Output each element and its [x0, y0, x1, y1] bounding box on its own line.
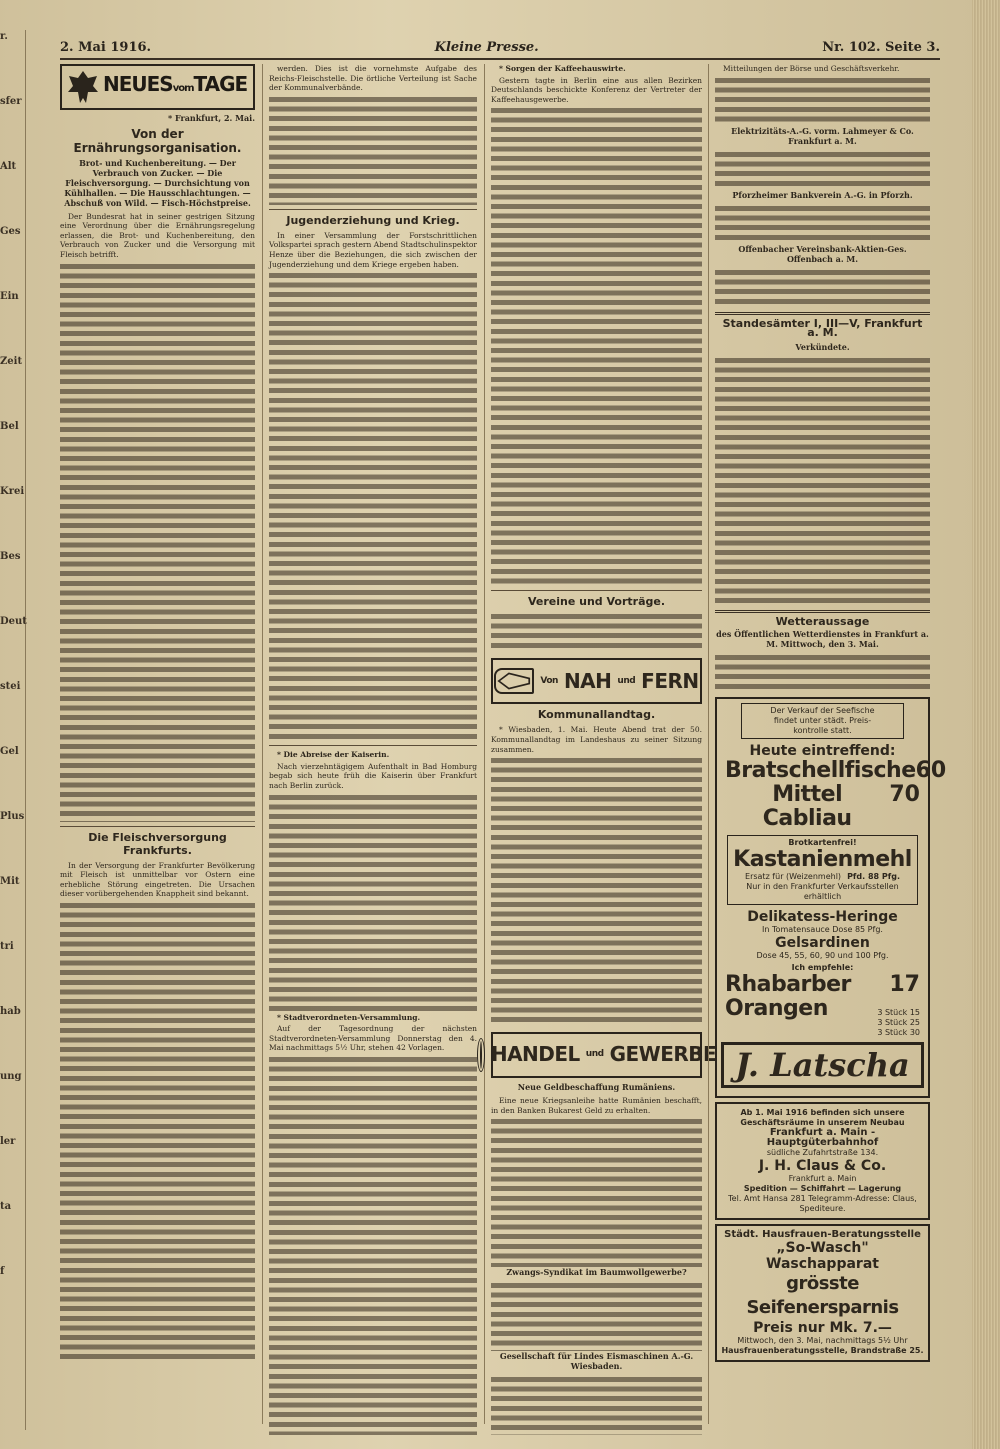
- article-body: [715, 150, 930, 190]
- article-body: [715, 204, 930, 244]
- headline-kaiserin: * Die Abreise der Kaiserin.: [277, 750, 390, 760]
- column-1: [60, 64, 255, 1424]
- headline-geldbeschaffung: Neue Geldbeschaffung Rumäniens.: [517, 1082, 676, 1093]
- weather-sub: des Öffentlichen Wetterdienstes in Frankfurt a. M. Mittwoch, den 3. Mai.: [716, 629, 929, 650]
- article-body: [491, 106, 702, 586]
- article-body: [60, 262, 255, 822]
- claus-advertisement: Ab 1. Mai 1916 befinden sich unsere Geschäftsräume in unserem Neubau Frankfurt a. Main - Hauptgüterbahnhof südliche Zufahrtstraße 134. J. H. Claus & Co. Frankfurt a. Main Spedition — Schiffahrt — Lagerung Tel. Amt Hansa 281 Telegramm-Adresse: Claus, Spediteure.: [715, 1102, 930, 1220]
- headline-jugenderziehung: Jugenderziehung und Krieg.: [286, 213, 460, 227]
- paper-name: Kleine Presse.: [434, 40, 539, 55]
- latscha-advertisement: Der Verkauf der Seefische findet unter städt. Preis- kontrolle statt. Heute eintreffend: Bratschellfische 60 Mittel Cabliau 70 Brotkartenfrei! Kastanienmehl Ersatz für (Weizenmehl) Pfd. 88 Pfg. Nur in den Frankfurter Verkaufsstellen erhältlich Delikatess-Heringe In Tomatensauce Dose 85 Pfg. Gelsardinen Dose 45, 55, 60, 90 und 100 Pfg. Ich empfehle: Rhabarber 17 Orangen 3 Stück 15 3 Stück 25 3 Stück 30 J. Latscha: [715, 697, 930, 1098]
- so-wasch-advertisement: Städt. Hausfrauen-Beratungsstelle „So-Wasch" Waschapparat grösste Seifenersparnis Preis nur Mk. 7.— Mittwoch, den 3. Mai, nachmittags 5½ Uhr Hausfrauenberatungsstelle, Brandstraße 25.: [715, 1224, 930, 1362]
- adjacent-page-fragment: tri: [0, 941, 14, 952]
- article-body: [715, 76, 930, 126]
- article-body: [60, 901, 255, 1361]
- adjacent-page-fragment: Mit: [0, 876, 20, 887]
- headline-pforzheim: Pforzheimer Bankverein A.-G. in Pforzh.: [732, 189, 913, 200]
- headline-offenbach: Offenbacher Vereinsbank-Aktien-Ges. Offenbach a. M.: [738, 243, 907, 264]
- article-body: [491, 1281, 702, 1351]
- adjacent-page-fragment: Krei: [0, 486, 25, 497]
- adjacent-page-fragment: Zeit: [0, 356, 23, 367]
- adjacent-page-fragment: Gel: [0, 746, 19, 757]
- headline-kommunallandtag: Kommunallandtag.: [537, 708, 656, 722]
- article-text: Gestern tagte in Berlin eine aus allen Bezirken Deutschlands beschickte Konferenz der Vertreter der Kaffeehausgewerbe.: [491, 75, 702, 104]
- dateline: * Frankfurt, 2. Mai.: [167, 113, 255, 123]
- gear-icon: [477, 1038, 485, 1072]
- adjacent-page-strip: [0, 30, 26, 1430]
- running-head: [60, 40, 940, 60]
- issue-number: Nr. 102. Seite 3.: [822, 40, 940, 55]
- article-body: [491, 1117, 702, 1267]
- headline-fleischversorgung: Die Fleischversorgung Frankfurts.: [88, 830, 227, 857]
- column-2: [262, 64, 477, 1424]
- headline-wetteraussage: Wetteraussage: [775, 614, 870, 628]
- adjacent-page-fragment: Ein: [0, 291, 19, 302]
- headline-lahmeyer: Elektrizitäts-A.-G. vorm. Lahmeyer & Co. Frankfurt a. M.: [731, 125, 914, 146]
- headline-ernaehrung: Von der Ernährungsorganisation.: [73, 126, 242, 155]
- adjacent-page-fragment: Bes: [0, 551, 21, 562]
- article-text: werden. Dies ist die vornehmste Aufgabe des Reichs-Fleischstelle. Die örtliche Verteilung ist Sache der Kommunalverbände.: [269, 64, 477, 93]
- article-body: [491, 1375, 702, 1435]
- handel-und-gewerbe-banner: HANDEL und GEWERBE: [491, 1032, 702, 1078]
- article-text: Mitteilungen der Börse und Geschäftsverkehr.: [723, 64, 900, 73]
- adjacent-page-fragment: Deut: [0, 616, 27, 627]
- adjacent-page-fragment: Plus: [0, 811, 25, 822]
- article-text: * Wiesbaden, 1. Mai. Heute Abend trat der 50. Kommunallandtag im Landeshaus zu seiner Sitzung zusammen.: [491, 725, 702, 754]
- headline-standesaemter: Standesämter I, III—V, Frankfurt a. M.: [722, 316, 923, 340]
- adjacent-page-fragment: ta: [0, 1201, 12, 1212]
- ad-item-cabliau: Mittel Cabliau 70: [762, 782, 920, 832]
- article-body: [491, 756, 702, 1026]
- eagle-icon: [66, 68, 100, 106]
- neues-vom-tage-masthead: [60, 64, 255, 110]
- adjacent-page-fragment: ler: [0, 1136, 16, 1147]
- article-text: Der Bundesrat hat in seiner gestrigen Sitzung eine Verordnung über die Ernährungsregelung erlassen, die Brot- und Kuchenbereitung, den Verbrauch von Zucker und die Versorgung mit Fleisch betrifft.: [60, 211, 255, 259]
- article-body: [715, 268, 930, 308]
- registry-list: [715, 356, 930, 606]
- weather-text: [715, 653, 930, 693]
- ad-headline: Heute eintreffend:: [749, 743, 896, 760]
- article-text: Eine neue Kriegsanleihe hatte Rumänien beschafft, in den Banken Bukarest Geld zu erhalten.: [491, 1096, 702, 1115]
- article-text: Auf der Tagesordnung der nächsten Stadtverordneten-Versammlung Donnerstag den 4. Mai nachmittags 5½ Uhr, stehen 42 Vorlagen.: [269, 1024, 477, 1053]
- latscha-logo: J. Latscha: [721, 1042, 924, 1088]
- adjacent-page-fragment: stei: [0, 681, 21, 692]
- adjacent-page-fragment: ung: [0, 1071, 22, 1082]
- column-3: [484, 64, 717, 1424]
- masthead-title: NEUESvomTAGE: [103, 72, 248, 97]
- ad-item-bratschellfische: Bratschellfische 60: [725, 758, 947, 784]
- adjacent-page-fragment: f: [0, 1266, 5, 1277]
- page-stack-edge: [972, 0, 1000, 1449]
- pointing-hand-icon: [494, 668, 534, 694]
- issue-date: 2. Mai 1916.: [60, 40, 152, 55]
- adjacent-page-fragment: Alt: [0, 161, 17, 172]
- adjacent-page-fragment: Ges: [0, 226, 21, 237]
- adjacent-page-fragment: sfer: [0, 96, 22, 107]
- adjacent-page-fragment: Bel: [0, 421, 19, 432]
- article-text: In der Versorgung der Frankfurter Bevölkerung mit Fleisch ist unmittelbar vor Ostern eine erhebliche Störung eingetreten. Die Ursachen dieser vorübergehenden Knappheit sind bekannt.: [60, 860, 255, 899]
- headline-stadtverordnete: * Stadtverordneten-Versammlung.: [277, 1012, 421, 1022]
- article-body: [269, 793, 477, 1013]
- von-nah-und-fern-banner: Von NAH und FERN: [491, 658, 702, 704]
- adjacent-page-fragment: r.: [0, 31, 8, 42]
- article-text: In einer Versammlung der Forstschrittlichen Volkspartei sprach gestern Abend Stadtschulinspektor Henze über die Beziehungen, die sich zwischen der Jugenderziehung und dem Kriege ergeben haben.: [269, 230, 477, 269]
- article-text: Nach vierzehntägigem Aufenthalt in Bad Homburg begab sich heute früh die Kaiserin über Frankfurt nach Berlin zurück.: [269, 761, 477, 790]
- article-body: [269, 271, 477, 741]
- headline-vereine: Vereine und Vorträge.: [527, 595, 666, 609]
- adjacent-page-fragment: hab: [0, 1006, 21, 1017]
- article-body: [491, 612, 702, 652]
- headline-zwangssyndikat: Zwangs-Syndikat im Baumwollgewerbe?: [506, 1267, 687, 1278]
- headline-lindes: Gesellschaft für Lindes Eismaschinen A.-G. Wiesbaden.: [499, 1351, 694, 1372]
- subhead-ernaehrung: Brot- und Kuchenbereitung. — Der Verbrauch von Zucker. — Die Fleischversorgung. — Durchsichtung von Kühlhallen. — Die Hausschlachtungen. — Abschuß von Wild. — Fisch-Höchstpreise.: [64, 157, 251, 208]
- column-4: [708, 64, 947, 1424]
- standesaemter-sub: Verkündete.: [795, 341, 850, 352]
- headline-kaffeehaus: * Sorgen der Kaffeehauswirte.: [499, 64, 626, 73]
- article-body: [269, 95, 477, 205]
- article-body: [269, 1055, 477, 1435]
